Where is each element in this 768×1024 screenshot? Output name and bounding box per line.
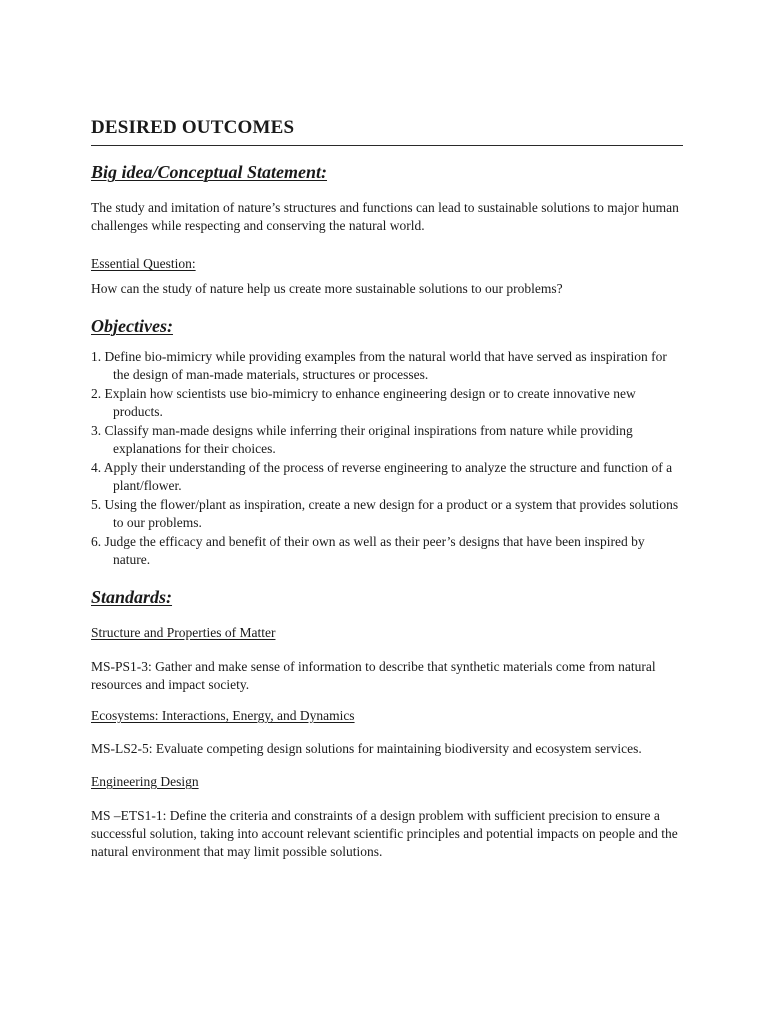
essential-question-text: How can the study of nature help us create more sustainable solutions to our problems? (91, 281, 563, 296)
objective-number: 2. (91, 386, 102, 401)
objective-text: Explain how scientists use bio-mimicry to enhance engineering design or to create innovative new products. (104, 386, 636, 419)
big-idea-text: The study and imitation of nature’s structures and functions can lead to sustainable solutions to major human challenges while respecting and conserving the natural world. (91, 200, 679, 233)
objective-text: Classify man-made designs while inferring their original inspirations from nature while providing explanations for their choices. (104, 423, 633, 456)
page-title: DESIRED OUTCOMES (91, 116, 683, 146)
objective-item (91, 496, 683, 532)
objective-number: 4. (91, 460, 102, 475)
objective-number: 5. (91, 497, 102, 512)
objective-text: Using the flower/plant as inspiration, create a new design for a product or a system that provides solutions to our problems. (104, 497, 679, 530)
objectives-heading: Objectives: (91, 316, 173, 336)
objective-text: Judge the efficacy and benefit of their own as well as their peer’s designs that have been inspired by nature. (104, 534, 645, 567)
objective-number: 3. (91, 423, 102, 438)
objective-item (91, 348, 683, 384)
objective-number: 6. (91, 534, 102, 549)
standards-heading: Standards: (91, 587, 173, 607)
objective-item (91, 422, 683, 458)
standard-text: MS –ETS1-1: Define the criteria and constraints of a design problem with sufficient precision to ensure a successful solution, taking into account relevant scientific principles and potential impacts on people and the natural environment that may limit possible solutions. (91, 808, 678, 859)
objective-item (91, 533, 683, 569)
objective-item (91, 459, 683, 495)
objective-text: Apply their understanding of the process of reverse engineering to analyze the structure and function of a plant/flower. (103, 460, 673, 493)
standard-category: Structure and Properties of Matter (91, 625, 276, 640)
objective-number: 1. (91, 349, 102, 364)
objective-text: Define bio-mimicry while providing examples from the natural world that have served as inspiration for the design of man-made materials, structures or processes. (104, 349, 667, 382)
standard-text: MS-LS2-5: Evaluate competing design solutions for maintaining biodiversity and ecosystem services. (91, 741, 642, 756)
essential-question-label: Essential Question: (91, 256, 196, 271)
objective-item (91, 385, 683, 421)
standard-category: Engineering Design (91, 774, 199, 789)
objectives-list (91, 348, 683, 569)
document-page (91, 116, 683, 861)
big-idea-heading: Big idea/Conceptual Statement: (91, 162, 328, 182)
standard-category: Ecosystems: Interactions, Energy, and Dynamics (91, 708, 355, 723)
standard-text: MS-PS1-3: Gather and make sense of information to describe that synthetic materials come from natural resources and impact society. (91, 659, 656, 692)
